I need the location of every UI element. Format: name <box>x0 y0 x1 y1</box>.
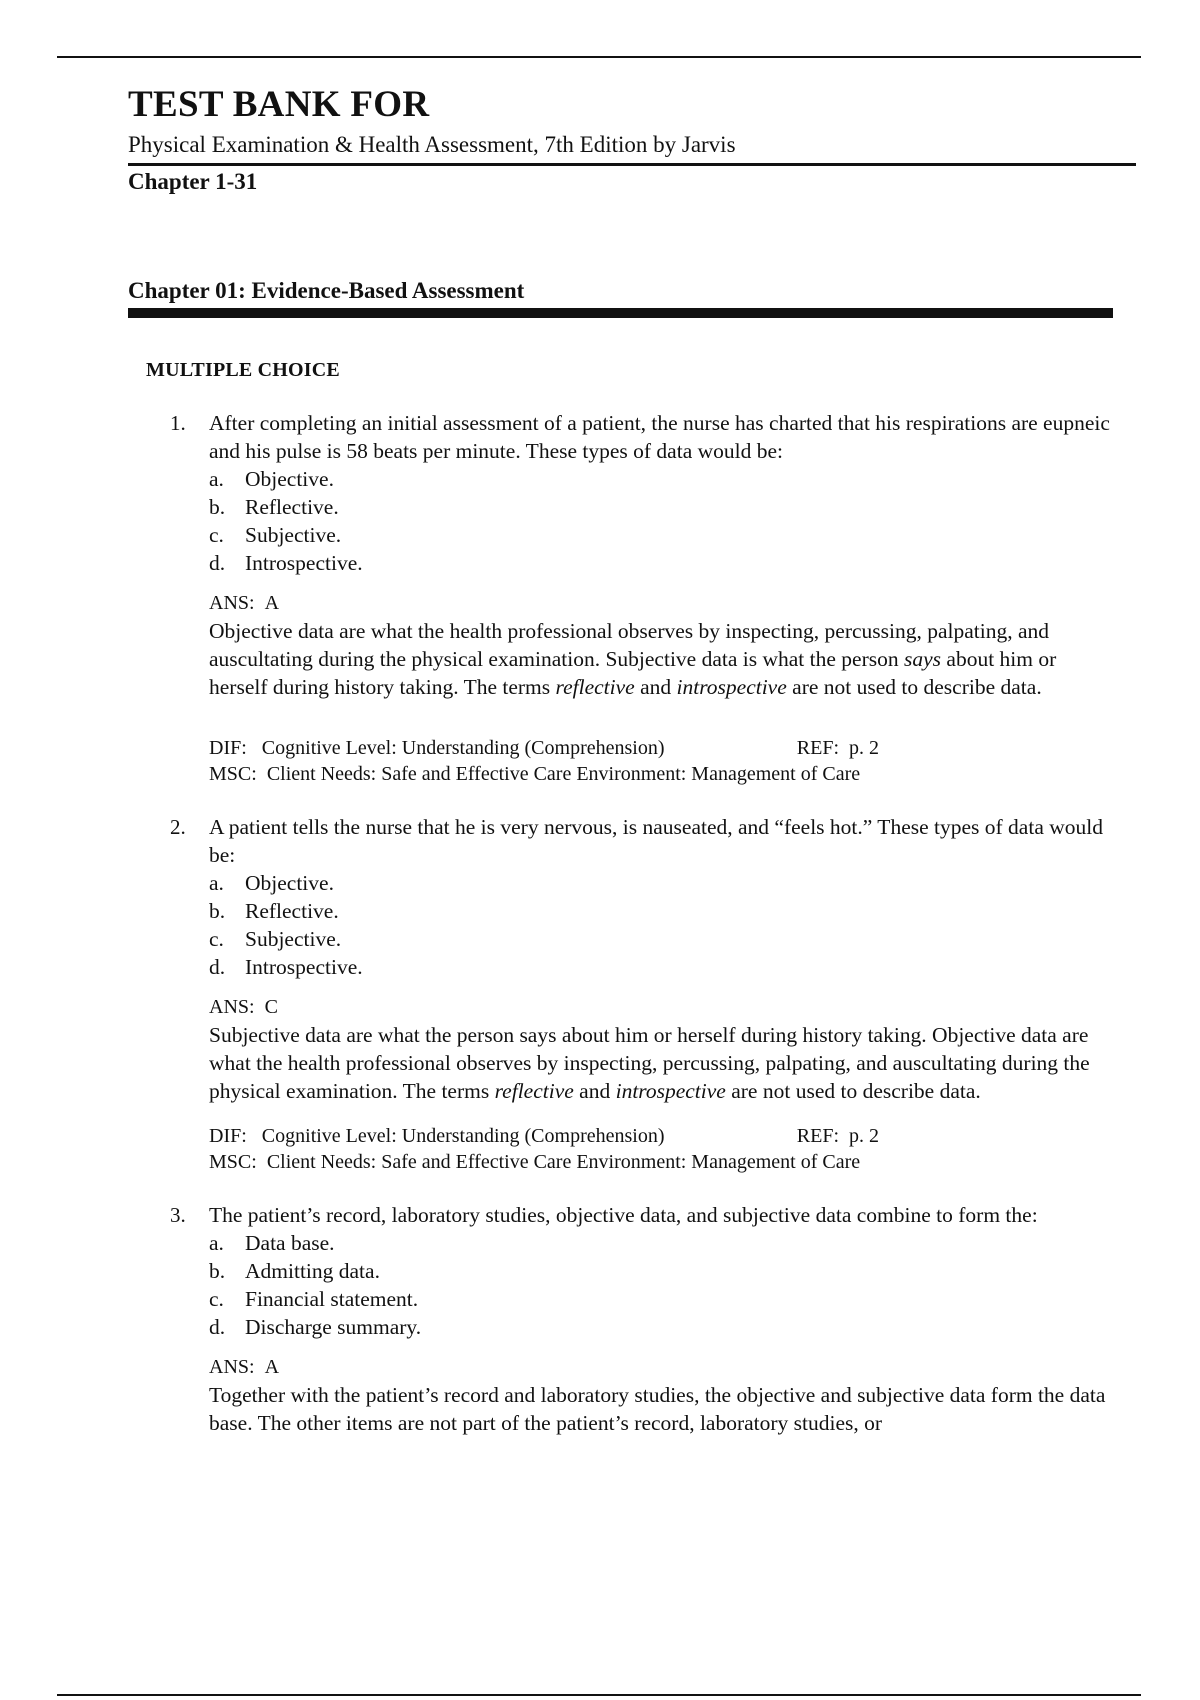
rationale-emphasis: says <box>904 647 942 671</box>
ref-value: p. 2 <box>849 737 880 759</box>
rationale <box>209 1021 1120 1105</box>
rationale-emphasis: introspective <box>615 1079 726 1103</box>
option-text: Objective. <box>245 467 334 491</box>
document-subtitle: Physical Examination & Health Assessment, 7th Edition by Jarvis <box>128 130 1136 166</box>
dif-label: DIF: <box>209 737 247 759</box>
option-text: Admitting data. <box>245 1259 380 1283</box>
answer-label: ANS: <box>209 996 255 1018</box>
rationale-emphasis: reflective <box>555 675 635 699</box>
option-text: Financial statement. <box>245 1287 419 1311</box>
option-letter: b. <box>209 899 226 923</box>
option-c <box>209 521 1120 549</box>
option-text: Reflective. <box>245 495 339 519</box>
msc-value: Client Needs: Safe and Effective Care Environment: Management of Care <box>266 1151 861 1173</box>
question-number: 3. <box>170 1203 186 1227</box>
option-b <box>209 897 1120 925</box>
msc-line <box>209 1149 1120 1175</box>
answer-line <box>209 1353 1120 1381</box>
option-b <box>209 493 1120 521</box>
answer-value: A <box>264 592 280 614</box>
option-d <box>209 1313 1120 1341</box>
rationale-text: and <box>634 675 677 699</box>
dif-value: Cognitive Level: Understanding (Comprehension) <box>261 737 665 759</box>
rationale-text: and <box>573 1079 616 1103</box>
question-stem: After completing an initial assessment of a patient, the nurse has charted that his respirations are eupneic and his pulse is 58 beats per minute. These types of data would be: <box>209 411 1110 463</box>
option-text: Subjective. <box>245 927 342 951</box>
answer-label: ANS: <box>209 592 255 614</box>
question-stem: A patient tells the nurse that he is very nervous, is nauseated, and “feels hot.” These types of data would be: <box>209 815 1103 867</box>
document-title: TEST BANK FOR <box>128 84 430 125</box>
rationale <box>209 1381 1120 1437</box>
dif-value: Cognitive Level: Understanding (Comprehension) <box>261 1125 665 1147</box>
option-b <box>209 1257 1120 1285</box>
document-header <box>128 82 1136 198</box>
msc-label: MSC: <box>209 1151 257 1173</box>
option-text: Objective. <box>245 871 334 895</box>
chapter-heading <box>128 276 1113 318</box>
msc-label: MSC: <box>209 763 257 785</box>
option-d <box>209 953 1120 981</box>
option-a <box>209 1229 1120 1257</box>
option-letter: d. <box>209 551 226 575</box>
rationale-emphasis: introspective <box>676 675 787 699</box>
option-a <box>209 465 1120 493</box>
ref-value: p. 2 <box>849 1125 880 1147</box>
section-heading: MULTIPLE CHOICE <box>146 359 340 381</box>
rationale-text: Together with the patient’s record and laboratory studies, the objective and subjective data form the data base. The other items are not part of the patient’s record, laboratory studies, or <box>209 1383 1106 1435</box>
dif-line <box>209 1123 1120 1149</box>
option-letter: a. <box>209 871 224 895</box>
rationale <box>209 617 1120 701</box>
option-text: Data base. <box>245 1231 335 1255</box>
rationale-text: about him or herself during history taking. The terms <box>209 647 1057 699</box>
answer-line <box>209 993 1120 1021</box>
option-c <box>209 925 1120 953</box>
option-letter: c. <box>209 927 224 951</box>
option-a <box>209 869 1120 897</box>
question-number: 1. <box>170 411 186 435</box>
bottom-rule <box>57 1694 1141 1696</box>
option-letter: a. <box>209 1231 224 1255</box>
question-1 <box>170 409 1120 787</box>
answer-value: C <box>264 996 278 1018</box>
question-stem: The patient’s record, laboratory studies, objective data, and subjective data combine to form the: <box>209 1203 1038 1227</box>
rationale-text: Objective data are what the health professional observes by inspecting, percussing, palpating, and auscultating during the physical examination. Subjective data is what the person <box>209 619 1050 671</box>
ref-label: REF: <box>796 1125 840 1147</box>
rationale-emphasis: reflective <box>494 1079 574 1103</box>
answer-line <box>209 589 1120 617</box>
option-letter: c. <box>209 523 224 547</box>
option-text: Introspective. <box>245 551 363 575</box>
dif-label: DIF: <box>209 1125 247 1147</box>
question-3 <box>170 1201 1120 1437</box>
option-letter: a. <box>209 467 224 491</box>
option-text: Reflective. <box>245 899 339 923</box>
option-text: Discharge summary. <box>245 1315 422 1339</box>
question-metadata <box>209 1123 1120 1175</box>
rationale-text: Subjective data are what the person says about him or herself during history taking. Objective data are what the health professional observes by inspecting, percussing, palpating, and auscultating during the physical examination. The terms <box>209 1023 1090 1103</box>
option-letter: b. <box>209 1259 226 1283</box>
question-metadata <box>209 735 1120 787</box>
dif-line <box>209 735 1120 761</box>
option-text: Subjective. <box>245 523 342 547</box>
question-list <box>170 409 1120 1453</box>
msc-line <box>209 761 1120 787</box>
answer-label: ANS: <box>209 1356 255 1378</box>
question-2 <box>170 813 1120 1175</box>
option-c <box>209 1285 1120 1313</box>
option-letter: d. <box>209 955 226 979</box>
option-text: Introspective. <box>245 955 363 979</box>
msc-value: Client Needs: Safe and Effective Care Environment: Management of Care <box>266 763 861 785</box>
rationale-text: are not used to describe data. <box>786 675 1042 699</box>
option-letter: b. <box>209 495 226 519</box>
ref-label: REF: <box>796 737 840 759</box>
option-d <box>209 549 1120 577</box>
top-rule <box>57 56 1141 58</box>
rationale-text: are not used to describe data. <box>725 1079 981 1103</box>
option-letter: c. <box>209 1287 224 1311</box>
chapter-title: Chapter 01: Evidence-Based Assessment <box>128 276 1113 318</box>
answer-value: A <box>264 1356 280 1378</box>
chapter-range: Chapter 1-31 <box>128 169 258 194</box>
question-number: 2. <box>170 815 186 839</box>
option-letter: d. <box>209 1315 226 1339</box>
